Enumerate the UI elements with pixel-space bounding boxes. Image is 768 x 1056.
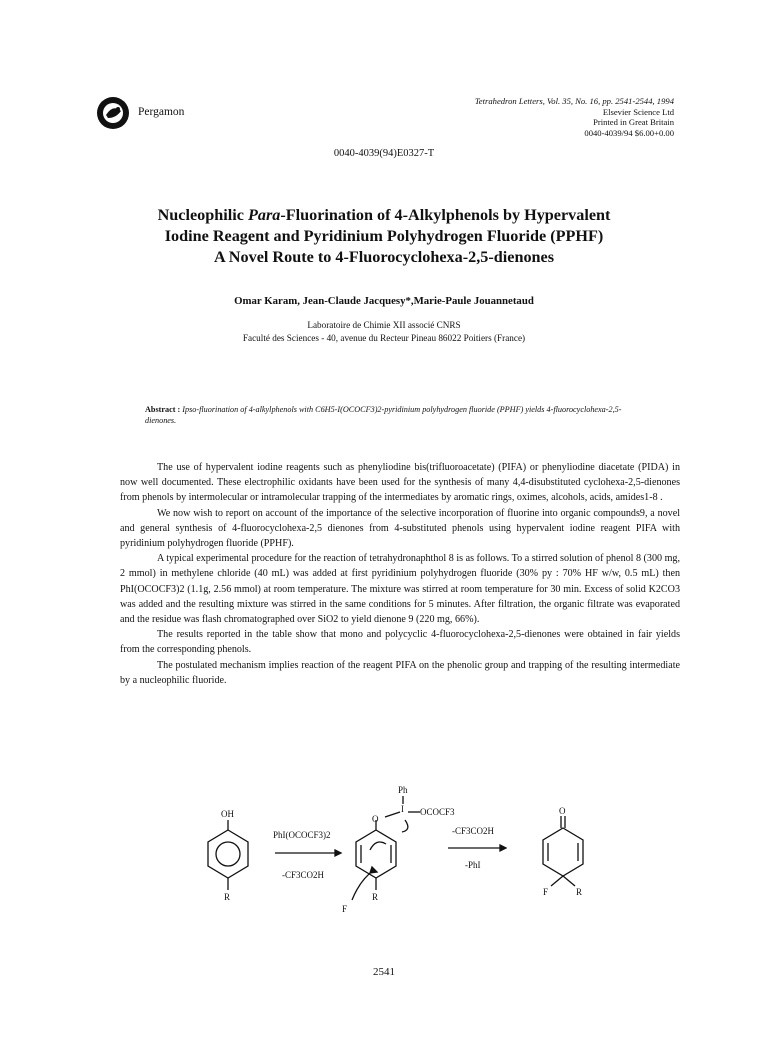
journal-citation: Tetrahedron Letters, Vol. 35, No. 16, pp. 2541-2544, 1994 <box>474 96 674 106</box>
paragraph-4: The results reported in the table show that mono and polycyclic 4-fluorocyclohexa-2,5-dienones were obtained in fair yields from the corresponding phenols. <box>120 629 680 656</box>
f-product-label: F <box>543 887 549 897</box>
fluoride-label: F <box>342 904 348 914</box>
paragraph-2: We now wish to report on account of the importance of the selective incorporation of fluorine into organic compounds9, a novel and general synthesis of 4-fluorocyclohexa-2,5 dienones from 4-substituted phenols using hypervalent iodine reagent PIFA with pyridinium polyhydrogen fluoride (PPHF). <box>120 507 680 550</box>
pergamon-logo-icon <box>96 96 130 130</box>
title-line-3: A Novel Route to 4-Fluorocyclohexa-2,5-dienones <box>213 248 555 266</box>
publisher-name: Pergamon <box>138 106 185 118</box>
r-label-2: R <box>372 892 379 902</box>
affiliation-line-1: Laboratoire de Chimie XII associé CNRS <box>307 320 461 330</box>
authors: Omar Karam, Jean-Claude Jacquesy*,Marie-Paule Jouannetaud <box>234 295 534 307</box>
price-code: 0040-4039/94 $6.00+0.00 <box>584 127 674 138</box>
paragraph-3: A typical experimental procedure for the reaction of tetrahydronaphthol 8 is as follows. To a stirred solution of phenol 8 (300 mg, 2 mmol) in methylene chloride (40 mL) was added at first pyridinium polyhydrogen fluoride (30% py : 70% HF w/w, 0.5 mL) then PhI(OCOCF3)2 (1.1g, 2.56 mmol) at room temperature. The mixture was stirred at room temperature for 30 min. Excess of solid K2CO3 was added and the resulting mixture was stirred in the same conditions for 5 minutes. After filtration, the organic filtrate was evaporated and the residue was flash chromatographed over SiO2 to yield dienone 9 (220 mg, 66%). <box>120 553 681 626</box>
abstract-text: Ipso-fluorination of 4-alkylphenols with C6H5-I(OCOCF3)2-pyridinium polyhydrogen fluoride (PPHF) yields 4-fluorocyclohexa-2,5-dienones. <box>145 405 622 425</box>
r-label-1: R <box>224 892 231 902</box>
affiliation <box>0 319 768 344</box>
ph-label: Ph <box>398 785 408 795</box>
title-line-1-italic: Para <box>247 206 281 224</box>
byproduct-1-label: -CF3CO2H <box>282 870 325 880</box>
reaction-scheme <box>180 785 640 930</box>
reagent-label: PhI(OCOCF3)2 <box>273 830 331 840</box>
intermediate-structure <box>342 785 455 914</box>
title-line-1-pre: Nucleophilic <box>157 206 248 224</box>
byproduct-3-label: -PhI <box>465 860 481 870</box>
paragraph-1: The use of hypervalent iodine reagents such as phenyliodine bis(trifluoroacetate) (PIFA) or phenyliodine diacetate (PIDA) in now well documented. These electrophilic oxidants have been used for the synthesis of many 4,4-disubstituted cyclohexa-2,5-dienones from phenols by intermolecular or intramolecular trapping of the intermediates by aromatic rings, oximes, alcohols, acids, amides1-8 . <box>120 462 680 504</box>
r-label-3: R <box>576 887 583 897</box>
reaction-arrow-2 <box>448 826 506 870</box>
o-label: O <box>372 814 379 824</box>
dienone-product-structure <box>543 806 583 897</box>
i-label: I <box>401 804 404 814</box>
affiliation-line-2: Faculté des Sciences - 40, avenue du Recteur Pineau 86022 Poitiers (France) <box>242 332 526 343</box>
reaction-arrow-1 <box>273 830 341 880</box>
body-text <box>120 460 680 688</box>
byproduct-2-label: -CF3CO2H <box>452 826 495 836</box>
title-line-2: Iodine Reagent and Pyridinium Polyhydrogen Fluoride (PPHF) <box>164 227 604 245</box>
document-id: 0040-4039(94)E0327-T <box>333 148 435 159</box>
oh-label: OH <box>221 809 234 819</box>
page-number: 2541 <box>373 966 395 978</box>
phenol-structure <box>208 809 248 902</box>
ococf3-label: OCOCF3 <box>420 807 455 817</box>
abstract <box>145 404 645 426</box>
o-product-label: O <box>559 806 566 816</box>
publisher-ltd: Elsevier Science Ltd <box>602 106 674 117</box>
title-line-1-post: -Fluorination of 4-Alkylphenols by Hypervalent <box>280 206 611 224</box>
paragraph-5: The postulated mechanism implies reaction of the reagent PIFA on the phenolic group and trapping of the resulting intermediate by a nucleophilic fluoride. <box>120 659 680 686</box>
title-line-1 <box>90 205 678 226</box>
abstract-label: Abstract : <box>145 405 181 414</box>
printed-in: Printed in Great Britain <box>593 117 674 128</box>
paper-title <box>90 205 678 268</box>
journal-info <box>475 96 674 138</box>
